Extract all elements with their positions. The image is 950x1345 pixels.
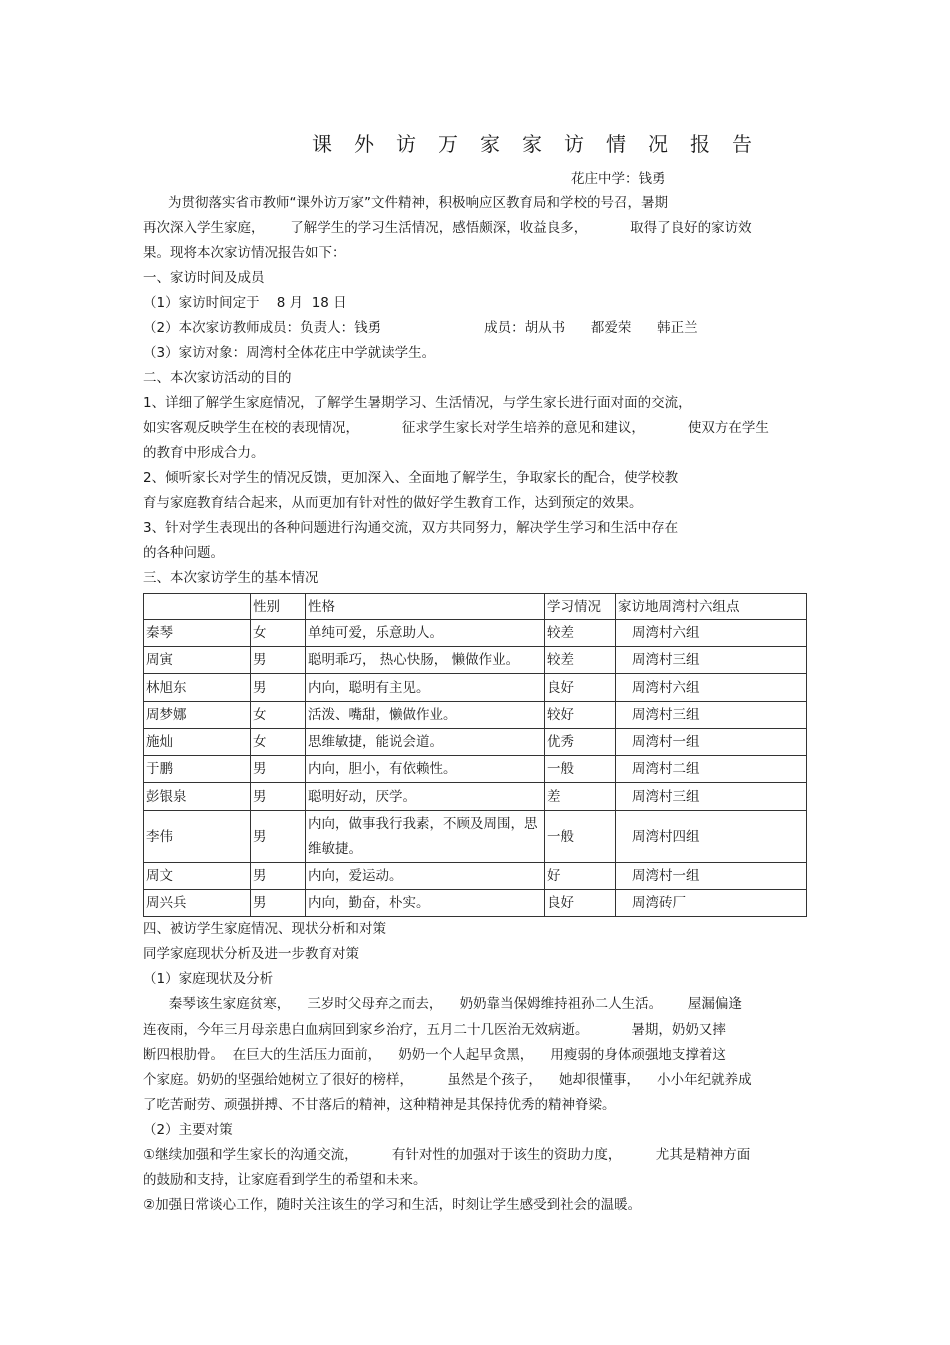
table-header-cell	[144, 594, 251, 620]
student-gender: 女	[251, 702, 306, 729]
table-row	[144, 647, 807, 674]
student-gender: 男	[251, 674, 306, 702]
student-study: 良好	[545, 674, 616, 702]
section3-heading: 三、本次家访学生的基本情况	[143, 570, 319, 586]
section2-line: 1、详细了解学生家庭情况，了解学生暑期学习、生活情况，与学生家长进行面对面的交流，	[143, 395, 692, 411]
section2-line: 2、倾听家长对学生的情况反馈，更加深入、全面地了解学生，争取家长的配合，使学校教	[143, 470, 679, 486]
section1-item: （1）家访时间定于 8 月 18 日	[143, 295, 347, 311]
student-study: 良好	[545, 890, 616, 917]
table-row	[144, 783, 807, 811]
student-location: 周湾村一组	[616, 863, 807, 890]
student-name: 周梦娜	[144, 702, 251, 729]
document-title: 课外访万家家访情况报告	[312, 132, 774, 156]
student-location: 周湾村三组	[616, 783, 807, 811]
student-personality: 思维敏捷，能说会道。	[306, 729, 545, 756]
part1-line: 断四根肋骨。 在巨大的生活压力面前， 奶奶一个人起早贪黑， 用瘦弱的身体顽强地支撑着这	[143, 1047, 726, 1063]
part1-heading: （1）家庭现状及分析	[143, 971, 274, 987]
section2-line: 3、针对学生表现出的各种问题进行沟通交流，双方共同努力，解决学生学习和生活中存在	[143, 520, 679, 536]
student-study: 好	[545, 863, 616, 890]
student-study: 一般	[545, 756, 616, 783]
section1-item: （2）本次家访教师成员：负责人：钱勇 成员：胡从书 都爱荣 韩正兰	[143, 320, 698, 336]
student-location: 周湾村四组	[616, 811, 807, 863]
section2-heading: 二、本次家访活动的目的	[143, 370, 292, 386]
table-header-cell: 家访地周湾村六组点	[616, 594, 807, 620]
student-location: 周湾村六组	[616, 674, 807, 702]
table-row	[144, 702, 807, 729]
student-study: 优秀	[545, 729, 616, 756]
student-personality: 聪明好动，厌学。	[306, 783, 545, 811]
section2-line: 如实客观反映学生在校的表现情况， 征求学生家长对学生培养的意见和建议， 使双方在学生	[143, 420, 769, 436]
part1-line: 连夜雨，今年三月母亲患白血病回到家乡治疗，五月二十几医治无效病逝。 暑期，奶奶又摔	[143, 1022, 726, 1038]
author-line: 花庄中学：钱勇	[571, 171, 666, 187]
student-location: 周湾村六组	[616, 620, 807, 647]
student-personality: 内向，爱运动。	[306, 863, 545, 890]
student-table	[143, 593, 807, 917]
student-gender: 女	[251, 620, 306, 647]
table-header-cell: 学习情况	[545, 594, 616, 620]
intro-line: 果。现将本次家访情况报告如下：	[143, 245, 346, 261]
student-location: 周湾砖厂	[616, 890, 807, 917]
student-name: 林旭东	[144, 674, 251, 702]
student-name: 周寅	[144, 647, 251, 674]
student-name: 于鹏	[144, 756, 251, 783]
student-gender: 女	[251, 729, 306, 756]
section1-item: （3）家访对象：周湾村全体花庄中学就读学生。	[143, 345, 436, 361]
part2-line: ②加强日常谈心工作，随时关注该生的学习和生活，时刻让学生感受到社会的温暖。	[143, 1197, 642, 1213]
student-gender: 男	[251, 756, 306, 783]
table-header-cell: 性格	[306, 594, 545, 620]
student-name: 周文	[144, 863, 251, 890]
intro-line: 为贯彻落实省市教师“课外访万家”文件精神，积极响应区教育局和学校的号召，暑期	[168, 195, 668, 211]
student-gender: 男	[251, 811, 306, 863]
student-study: 较好	[545, 702, 616, 729]
section4-subheading: 同学家庭现状分析及进一步教育对策	[143, 946, 359, 962]
part2-line: ①继续加强和学生家长的沟通交流， 有针对性的加强对于该生的资助力度， 尤其是精神方面	[143, 1147, 751, 1163]
student-name: 李伟	[144, 811, 251, 863]
table-row	[144, 863, 807, 890]
student-personality: 聪明乖巧， 热心快肠， 懒做作业。	[306, 647, 545, 674]
student-gender: 男	[251, 863, 306, 890]
table-row	[144, 729, 807, 756]
student-study: 一般	[545, 811, 616, 863]
part2-heading: （2）主要对策	[143, 1122, 233, 1138]
section4-heading: 四、被访学生家庭情况、现状分析和对策	[143, 921, 386, 937]
student-study: 较差	[545, 647, 616, 674]
table-header-row	[144, 594, 807, 620]
section2-line: 的教育中形成合力。	[143, 445, 265, 461]
student-gender: 男	[251, 647, 306, 674]
table-header-cell: 性别	[251, 594, 306, 620]
student-location: 周湾村二组	[616, 756, 807, 783]
student-location: 周湾村一组	[616, 729, 807, 756]
section2-line: 育与家庭教育结合起来，从而更加有针对性的做好学生教育工作，达到预定的效果。	[143, 495, 643, 511]
part1-line: 了吃苦耐劳、顽强拼搏、不甘落后的精神，这种精神是其保持优秀的精神脊梁。	[143, 1097, 616, 1113]
table-row	[144, 756, 807, 783]
student-personality: 内向，勤奋，朴实。	[306, 890, 545, 917]
student-location: 周湾村三组	[616, 647, 807, 674]
part1-line: 秦琴该生家庭贫寒， 三岁时父母弃之而去， 奶奶靠当保姆维持祖孙二人生活。 屋漏偏逢	[143, 996, 742, 1012]
table-row	[144, 620, 807, 647]
student-study: 差	[545, 783, 616, 811]
student-location: 周湾村三组	[616, 702, 807, 729]
student-personality: 内向，聪明有主见。	[306, 674, 545, 702]
student-personality: 单纯可爱，乐意助人。	[306, 620, 545, 647]
student-gender: 男	[251, 890, 306, 917]
student-name: 施灿	[144, 729, 251, 756]
student-study: 较差	[545, 620, 616, 647]
student-name: 彭银泉	[144, 783, 251, 811]
table-row	[144, 674, 807, 702]
student-personality: 活泼、嘴甜，懒做作业。	[306, 702, 545, 729]
student-name: 周兴兵	[144, 890, 251, 917]
student-gender: 男	[251, 783, 306, 811]
part1-line: 个家庭。奶奶的坚强给她树立了很好的榜样， 虽然是个孩子， 她却很懂事， 小小年纪就养成	[143, 1072, 752, 1088]
student-name: 秦琴	[144, 620, 251, 647]
intro-line: 再次深入学生家庭， 了解学生的学习生活情况，感悟颇深，收益良多， 取得了良好的家访效	[143, 220, 752, 236]
table-row	[144, 890, 807, 917]
table-row	[144, 811, 807, 863]
student-personality: 内向，做事我行我素，不顾及周围，思维敏捷。	[306, 811, 545, 863]
student-personality: 内向，胆小，有依赖性。	[306, 756, 545, 783]
part2-line: 的鼓励和支持，让家庭看到学生的希望和未来。	[143, 1172, 427, 1188]
section2-line: 的各种问题。	[143, 545, 224, 561]
section1-heading: 一、家访时间及成员	[143, 270, 265, 286]
